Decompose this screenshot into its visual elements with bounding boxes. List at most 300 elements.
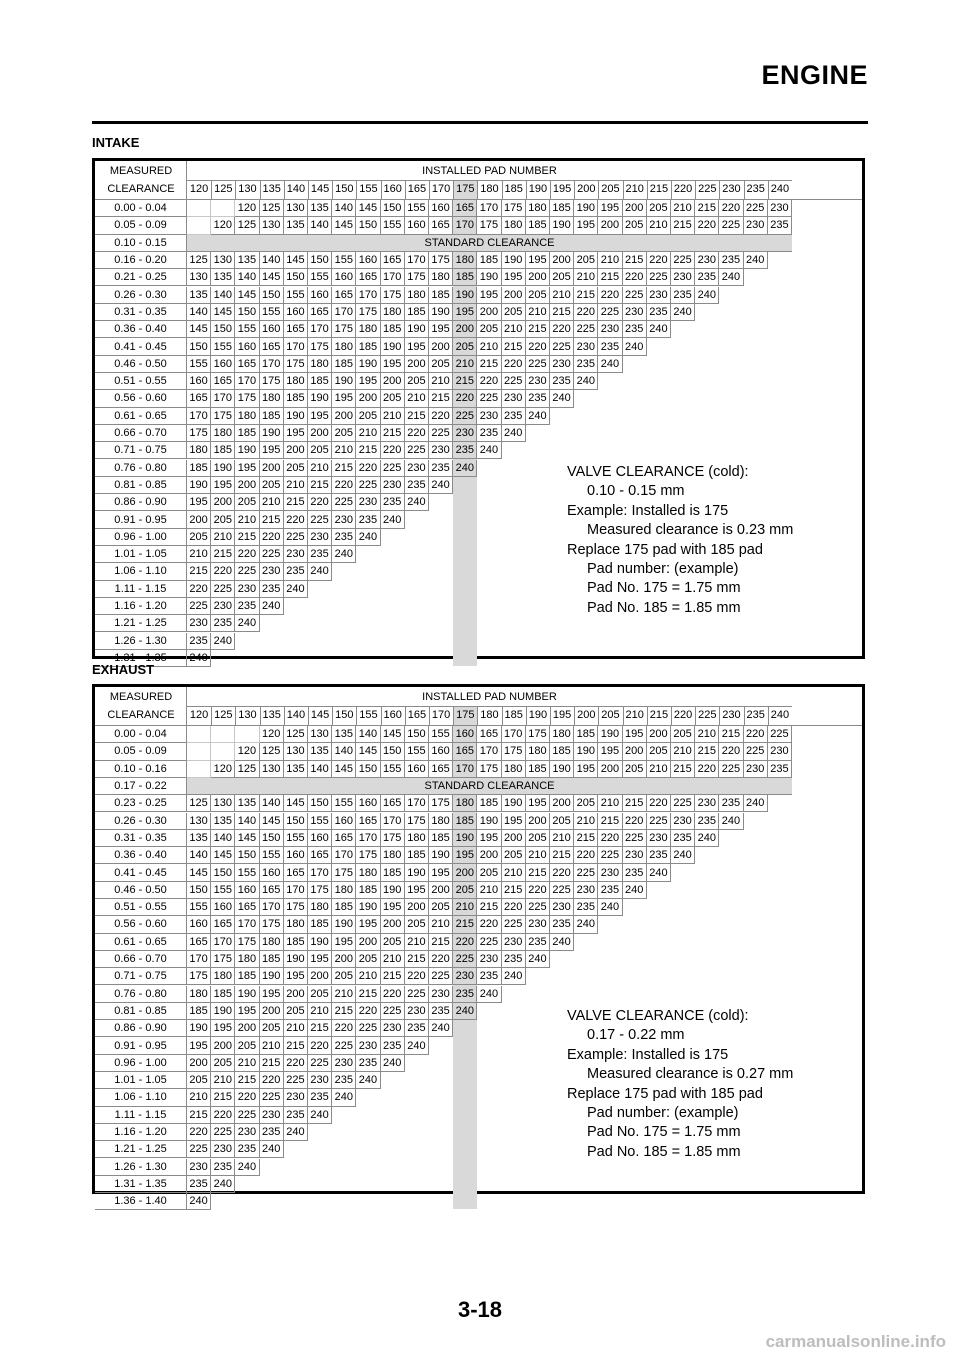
pad-cell: 215 [623,252,647,269]
pad-cell: 240 [526,408,550,425]
pad-cell: 240 [719,269,743,286]
pad-cell: 225 [381,460,405,477]
installed-pad-header: INSTALLED PAD NUMBER [422,691,557,703]
pad-cell: 210 [381,408,405,425]
pad-cell: 130 [260,217,284,234]
pad-cell: 165 [211,373,235,390]
pad-cell: 220 [356,460,380,477]
pad-cell: 185 [477,252,501,269]
empty-cell [211,726,235,743]
pad-cell: 230 [598,321,622,338]
clearance-range: 0.10 - 0.16 [95,761,187,778]
pad-cell: 230 [332,1055,356,1072]
pad-cell: 210 [332,986,356,1003]
pad-cell: 210 [695,726,719,743]
pad-cell: 205 [429,356,453,373]
pad-cell: 220 [623,813,647,830]
pad-cell: 175 [187,968,211,985]
pad-cell: 205 [235,1037,259,1054]
pad-number-header: 195 [552,183,572,195]
clearance-range: 0.81 - 0.85 [95,477,187,494]
pad-cell: 150 [235,847,259,864]
column-divider [574,706,575,725]
page-number: 3-18 [457,1297,503,1322]
column-divider [429,180,430,199]
pad-cell: 225 [453,951,477,968]
label-divider [186,687,187,725]
pad-cell: 210 [405,390,429,407]
pad-cell: 180 [526,743,550,760]
pad-cell: 220 [405,425,429,442]
pad-cell: 235 [284,563,308,580]
column-divider [477,706,478,725]
pad-cell: 180 [429,813,453,830]
pad-cell: 165 [187,390,211,407]
pad-cell: 225 [574,864,598,881]
pad-cell: 180 [284,916,308,933]
clearance-range: 1.01 - 1.05 [95,1072,187,1089]
pad-cell: 220 [623,269,647,286]
pad-cell: 175 [308,338,332,355]
pad-cell: 130 [284,743,308,760]
pad-cell: 170 [453,761,477,778]
pad-cell: 155 [211,338,235,355]
pad-cell: 130 [260,761,284,778]
pad-cell: 200 [332,408,356,425]
pad-cell: 175 [235,390,259,407]
pad-cell: 220 [453,390,477,407]
pad-cell: 200 [381,916,405,933]
pad-number-header: 200 [577,183,596,195]
pad-cell: 195 [235,460,259,477]
pad-cell: 220 [477,373,501,390]
pad-cell: 210 [356,968,380,985]
column-divider [671,706,672,725]
pad-cell: 195 [332,390,356,407]
pad-cell: 240 [405,1037,429,1054]
pad-number-header: 215 [649,183,669,195]
pad-number-header: 205 [601,183,620,195]
pad-cell: 240 [526,951,550,968]
column-divider [502,180,503,199]
note-pad-175: Pad No. 175 = 1.75 mm [587,1124,741,1141]
pad-cell: 240 [308,563,332,580]
pad-cell: 235 [647,304,671,321]
pad-cell: 205 [550,813,574,830]
column-divider [598,706,599,725]
pad-cell: 235 [719,252,743,269]
pad-cell: 230 [187,615,211,632]
pad-cell: 235 [477,968,501,985]
pad-cell: 225 [308,511,332,528]
pad-cell: 190 [502,252,526,269]
measured-clearance-header: CLEARANCE [107,709,175,721]
pad-cell: 170 [260,899,284,916]
clearance-range: 0.81 - 0.85 [95,1003,187,1020]
column-divider [381,180,382,199]
pad-cell: 220 [695,761,719,778]
pad-cell: 230 [211,598,235,615]
pad-cell: 185 [453,813,477,830]
pad-cell: 225 [526,899,550,916]
pad-cell: 240 [647,321,671,338]
pad-cell: 160 [429,200,453,217]
pad-number-header: 180 [480,183,499,195]
pad-cell: 180 [235,951,259,968]
pad-cell: 195 [477,287,501,304]
pad-cell: 225 [502,373,526,390]
pad-cell: 210 [453,899,477,916]
pad-cell: 170 [284,338,308,355]
pad-cell: 230 [260,1107,284,1124]
pad-cell: 210 [187,1089,211,1106]
pad-cell: 190 [550,217,574,234]
pad-cell: 220 [284,511,308,528]
clearance-range: 1.16 - 1.20 [95,598,187,615]
pad-cell: 225 [526,356,550,373]
pad-cell: 175 [356,304,380,321]
pad-cell: 220 [260,1072,284,1089]
clearance-range: 1.06 - 1.10 [95,563,187,580]
pad-number-header: 185 [504,183,523,195]
pad-cell: 195 [574,761,598,778]
pad-number-header: 155 [359,183,378,195]
pad-cell: 180 [308,899,332,916]
pad-cell: 165 [260,882,284,899]
clearance-range: 0.71 - 0.75 [95,442,187,459]
pad-cell: 145 [284,252,308,269]
pad-cell: 130 [211,252,235,269]
pad-cell: 145 [332,217,356,234]
column-divider [768,706,769,725]
pad-cell: 215 [235,1072,259,1089]
pad-cell: 125 [284,726,308,743]
pad-cell: 205 [477,321,501,338]
pad-cell: 240 [647,864,671,881]
pad-cell: 145 [211,847,235,864]
pad-cell: 230 [502,390,526,407]
pad-cell: 240 [477,986,501,1003]
pad-cell: 230 [526,373,550,390]
pad-cell: 230 [308,529,332,546]
pad-cell: 220 [598,287,622,304]
pad-cell: 155 [405,200,429,217]
pad-cell: 240 [211,633,235,650]
pad-cell: 240 [260,1141,284,1158]
pad-cell: 240 [429,1020,453,1037]
column-divider [381,706,382,725]
pad-cell: 175 [429,252,453,269]
clearance-range: 1.21 - 1.25 [95,1141,187,1158]
pad-cell: 240 [695,830,719,847]
pad-cell: 210 [381,951,405,968]
pad-cell: 170 [405,795,429,812]
pad-cell: 150 [308,795,332,812]
pad-cell: 225 [719,761,743,778]
pad-cell: 205 [332,425,356,442]
pad-cell: 230 [405,1003,429,1020]
pad-cell: 235 [671,830,695,847]
pad-cell: 230 [477,951,501,968]
pad-cell: 175 [502,743,526,760]
clearance-range: 0.26 - 0.30 [95,287,187,304]
clearance-range: 1.21 - 1.25 [95,615,187,632]
note-pad-175: Pad No. 175 = 1.75 mm [587,580,741,597]
pad-cell: 215 [526,321,550,338]
pad-cell: 225 [235,563,259,580]
pad-cell: 170 [211,934,235,951]
pad-cell: 145 [260,813,284,830]
pad-cell: 195 [187,1037,211,1054]
column-divider [477,180,478,199]
pad-cell: 200 [623,743,647,760]
pad-cell: 210 [477,338,501,355]
pad-cell: 180 [211,425,235,442]
pad-cell: 125 [187,795,211,812]
pad-cell: 230 [574,338,598,355]
pad-cell: 160 [405,217,429,234]
pad-cell: 205 [574,252,598,269]
note-spec: 0.10 - 0.15 mm [587,483,685,500]
pad-number-header: 200 [577,709,596,721]
pad-cell: 200 [453,864,477,881]
pad-cell: 230 [453,425,477,442]
pad-cell: 125 [235,217,259,234]
pad-number-header: 230 [722,183,741,195]
pad-cell: 235 [671,287,695,304]
pad-cell: 230 [381,477,405,494]
pad-cell: 170 [187,951,211,968]
pad-cell: 185 [356,882,380,899]
pad-cell: 180 [429,269,453,286]
pad-cell: 230 [526,916,550,933]
pad-number-header: 145 [310,183,330,195]
clearance-range: 1.16 - 1.20 [95,1124,187,1141]
note-title: VALVE CLEARANCE (cold): [567,464,749,480]
clearance-range: 1.06 - 1.10 [95,1089,187,1106]
pad-cell: 235 [405,1020,429,1037]
pad-cell: 180 [211,968,235,985]
column-divider [502,706,503,725]
pad-cell: 210 [211,529,235,546]
pad-cell: 190 [211,460,235,477]
pad-cell: 160 [187,373,211,390]
pad-cell: 225 [768,726,792,743]
pad-cell: 235 [235,1141,259,1158]
pad-cell: 155 [308,269,332,286]
empty-cell [211,743,235,760]
pad-cell: 160 [284,847,308,864]
pad-cell: 150 [284,269,308,286]
pad-cell: 150 [381,200,405,217]
pad-cell: 210 [598,795,622,812]
pad-cell: 140 [332,743,356,760]
pad-cell: 230 [695,252,719,269]
pad-cell: 220 [308,494,332,511]
pad-cell: 135 [211,813,235,830]
pad-cell: 195 [356,373,380,390]
pad-number-header: 135 [262,709,281,721]
pad-cell: 160 [308,830,332,847]
note-replace: Replace 175 pad with 185 pad [567,541,763,558]
pad-cell: 200 [235,477,259,494]
pad-cell: 210 [429,916,453,933]
pad-cell: 180 [502,217,526,234]
pad-cell: 175 [477,217,501,234]
pad-cell: 195 [332,934,356,951]
pad-cell: 200 [187,1055,211,1072]
pad-cell: 140 [260,795,284,812]
pad-number-header: 240 [770,183,790,195]
pad-number-header: 190 [528,183,548,195]
pad-cell: 205 [381,934,405,951]
column-divider [284,706,285,725]
pad-cell: 235 [598,338,622,355]
clearance-range: 0.96 - 1.00 [95,529,187,546]
pad-cell: 230 [623,304,647,321]
pad-cell: 220 [574,304,598,321]
pad-cell: 165 [235,356,259,373]
pad-cell: 150 [187,338,211,355]
pad-cell: 210 [405,934,429,951]
pad-cell: 225 [623,287,647,304]
pad-number-header: 150 [335,709,354,721]
pad-cell: 235 [332,529,356,546]
pad-cell: 215 [429,934,453,951]
pad-cell: 215 [260,511,284,528]
note-pad-number: Pad number: (example) [587,561,739,578]
pad-cell: 195 [623,726,647,743]
pad-cell: 155 [235,321,259,338]
pad-cell: 195 [260,986,284,1003]
label-divider [186,161,187,199]
pad-cell: 190 [381,338,405,355]
pad-cell: 240 [235,1159,259,1176]
pad-cell: 230 [284,1089,308,1106]
empty-cell [235,726,259,743]
pad-cell: 175 [526,726,550,743]
pad-cell: 205 [405,916,429,933]
pad-cell: 235 [719,795,743,812]
note-pad-185: Pad No. 185 = 1.85 mm [587,1143,741,1160]
pad-cell: 155 [211,882,235,899]
pad-cell: 205 [453,338,477,355]
clearance-range: 1.01 - 1.05 [95,546,187,563]
pad-cell: 195 [284,425,308,442]
clearance-range: 1.26 - 1.30 [95,1159,187,1176]
pad-cell: 235 [477,425,501,442]
pad-cell: 205 [356,408,380,425]
pad-cell: 235 [574,899,598,916]
pad-cell: 180 [260,390,284,407]
pad-cell: 220 [453,934,477,951]
pad-cell: 170 [187,408,211,425]
pad-cell: 220 [526,338,550,355]
pad-cell: 160 [235,882,259,899]
column-divider [526,706,527,725]
pad-number-header: 175 [456,183,475,195]
pad-cell: 215 [598,813,622,830]
pad-cell: 200 [598,217,622,234]
pad-cell: 240 [550,934,574,951]
pad-cell: 130 [187,269,211,286]
pad-cell: 190 [211,1003,235,1020]
pad-cell: 165 [235,899,259,916]
pad-cell: 135 [235,252,259,269]
pad-cell: 190 [429,847,453,864]
pad-cell: 120 [235,743,259,760]
pad-cell: 165 [211,916,235,933]
pad-cell: 175 [429,795,453,812]
clearance-range: 0.76 - 0.80 [95,460,187,477]
measured-clearance-header: CLEARANCE [107,183,175,195]
pad-cell: 200 [308,968,332,985]
pad-cell: 135 [235,795,259,812]
pad-cell: 210 [284,1020,308,1037]
pad-cell: 180 [356,321,380,338]
clearance-range: 0.41 - 0.45 [95,338,187,355]
pad-cell: 185 [429,830,453,847]
pad-cell: 200 [381,373,405,390]
pad-cell: 175 [284,899,308,916]
pad-cell: 155 [284,830,308,847]
pad-cell: 215 [381,425,405,442]
pad-cell: 130 [308,726,332,743]
pad-cell: 185 [284,390,308,407]
pad-cell: 205 [502,304,526,321]
pad-cell: 220 [719,200,743,217]
pad-cell: 170 [332,847,356,864]
pad-cell: 230 [550,356,574,373]
pad-cell: 200 [429,338,453,355]
pad-cell: 205 [260,477,284,494]
pad-cell: 235 [260,1124,284,1141]
pad-cell: 240 [284,581,308,598]
pad-cell: 140 [308,217,332,234]
pad-cell: 150 [211,321,235,338]
pad-cell: 185 [526,217,550,234]
column-divider [260,706,261,725]
pad-cell: 170 [308,864,332,881]
pad-cell: 235 [356,1055,380,1072]
pad-cell: 160 [332,813,356,830]
clearance-range: 0.41 - 0.45 [95,864,187,881]
clearance-range: 0.71 - 0.75 [95,968,187,985]
pad-cell: 175 [502,200,526,217]
pad-cell: 210 [574,813,598,830]
pad-cell: 145 [260,269,284,286]
pad-cell: 225 [405,986,429,1003]
column-divider [695,180,696,199]
column-divider [623,180,624,199]
pad-cell: 230 [308,1072,332,1089]
pad-cell: 150 [260,830,284,847]
pad-cell: 150 [187,882,211,899]
pad-cell: 215 [574,830,598,847]
pad-cell: 235 [187,633,211,650]
pad-number-header: 170 [431,709,451,721]
pad-cell: 180 [284,373,308,390]
standard-clearance-row: STANDARD CLEARANCE [187,235,792,252]
pad-cell: 200 [356,934,380,951]
pad-cell: 220 [284,1055,308,1072]
clearance-range: 0.86 - 0.90 [95,494,187,511]
pad-number-header: 135 [262,183,281,195]
pad-cell: 165 [429,217,453,234]
pad-cell: 200 [211,1037,235,1054]
pad-cell: 145 [356,743,380,760]
pad-cell: 190 [260,425,284,442]
